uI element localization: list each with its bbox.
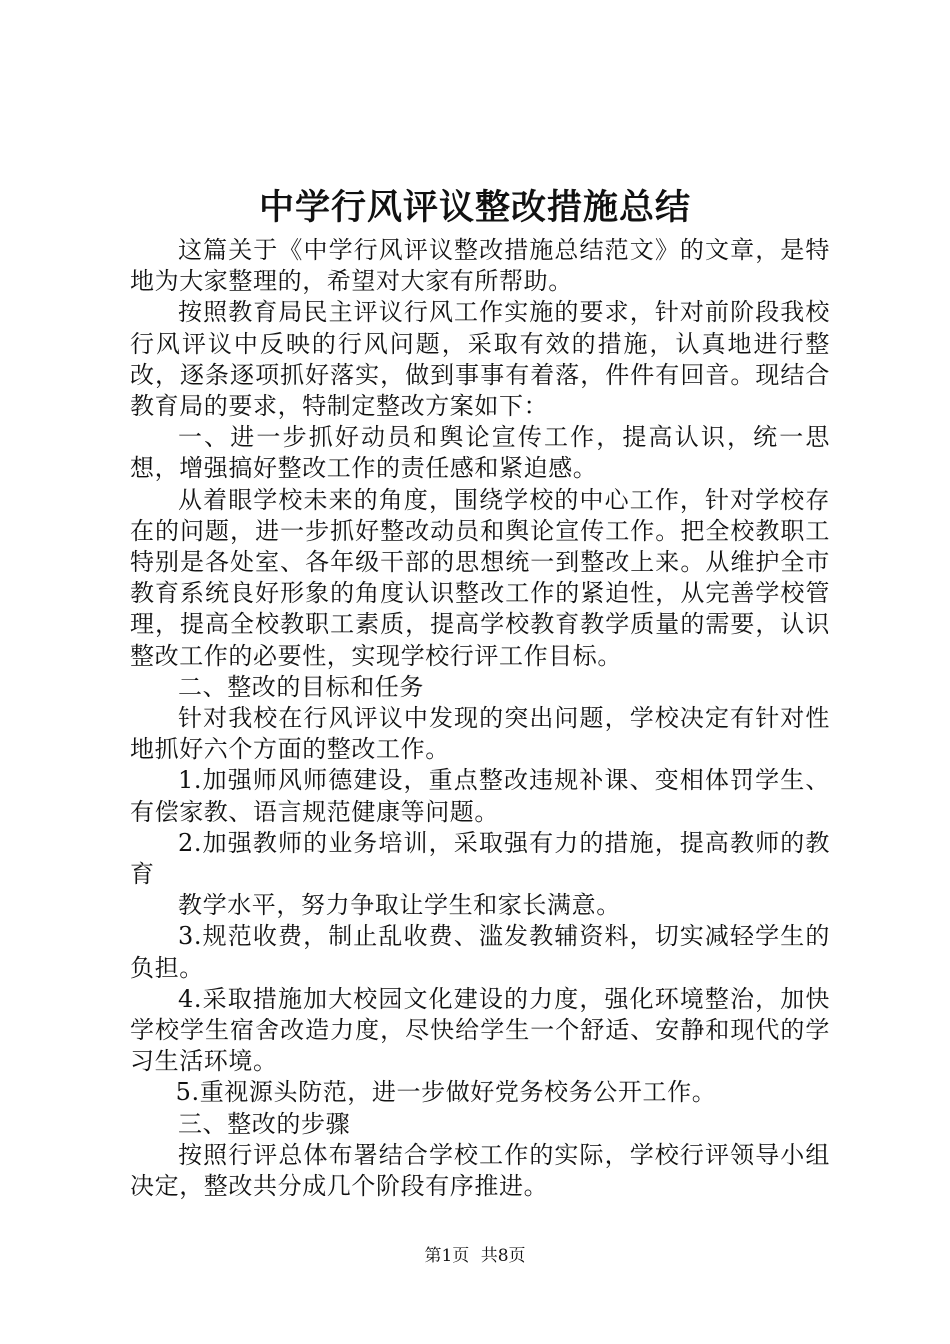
list-item: 3.规范收费，制止乱收费、滥发教辅资料，切实减轻学生的负担。 <box>130 922 830 982</box>
page-footer <box>0 1244 950 1268</box>
paragraph: 教学水平，努力争取让学生和家长满意。 <box>178 891 621 920</box>
section-heading: 二、整改的目标和任务 <box>178 672 424 701</box>
paragraph: 按照教育局民主评议行风工作实施的要求，针对前阶段我校行风评议中反映的行风问题，采取有效的措施，认真地进行整改，逐条逐项抓好落实，做到事事有着落，件件有回音。现结合教育局的要求，特制定整改方案如下： <box>130 298 830 421</box>
list-item: 5.重视源头防范，进一步做好党务校务公开工作。 <box>175 1078 717 1107</box>
paragraph: 针对我校在行风评议中发现的突出问题，学校决定有针对性地抓好六个方面的整改工作。 <box>130 704 830 764</box>
paragraph: 按照行评总体布署结合学校工作的实际，学校行评领导小组决定，整改共分成几个阶段有序推进。 <box>130 1140 830 1201</box>
document-body <box>130 235 830 1202</box>
list-item: 4.采取措施加大校园文化建设的力度，强化环境整治，加快学校学生宿舍改造力度，尽快给学生一个舒适、安静和现代的学习生活环境。 <box>130 984 830 1076</box>
section-heading: 一、进一步抓好动员和舆论宣传工作，提高认识，统一思想，增强搞好整改工作的责任感和紧迫感。 <box>130 423 830 483</box>
section-heading: 三、整改的步骤 <box>178 1109 351 1138</box>
paragraph: 这篇关于《中学行风评议整改措施总结范文》的文章，是特地为大家整理的，希望对大家有所帮助。 <box>130 236 830 296</box>
list-item: 2.加强教师的业务培训，采取强有力的措施，提高教师的教育 <box>130 828 830 889</box>
list-item: 1.加强师风师德建设，重点整改违规补课、变相体罚学生、有偿家教、语言规范健康等问题。 <box>130 766 830 826</box>
paragraph: 从着眼学校未来的角度，围绕学校的中心工作，针对学校存在的问题，进一步抓好整改动员和舆论宣传工作。把全校教职工特别是各处室、各年级干部的思想统一到整改上来。从维护全市教育系统良好形象的角度认识整改工作的紧迫性，从完善学校管理，提高全校教职工素质，提高学校教育教学质量的需要，认识整改工作的必要性，实现学校行评工作目标。 <box>130 485 830 670</box>
document-title: 中学行风评议整改措施总结 <box>258 188 691 228</box>
page-total: 共8页 <box>480 1246 526 1266</box>
page-number: 第1页 <box>424 1246 470 1266</box>
